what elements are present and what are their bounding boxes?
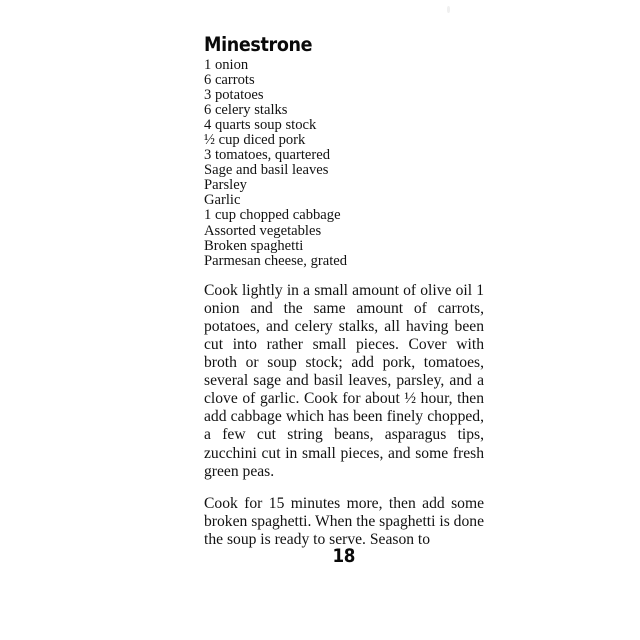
list-item: 4 quarts soup stock bbox=[204, 117, 317, 134]
list-item: Parsley bbox=[204, 177, 247, 194]
list-item: 3 tomatoes, quartered bbox=[204, 147, 331, 164]
page-number-value: 18 bbox=[332, 545, 356, 567]
recipe-page-content bbox=[204, 34, 484, 549]
scan-artifact-speck bbox=[447, 6, 450, 13]
list-item: Broken spaghetti bbox=[204, 237, 304, 254]
list-item: Garlic bbox=[204, 192, 241, 209]
list-item: ½ cup diced pork bbox=[204, 132, 306, 149]
page-number bbox=[204, 546, 484, 567]
list-item: 3 potatoes bbox=[204, 87, 264, 104]
list-item: 1 cup chopped cabbage bbox=[204, 207, 341, 224]
recipe-instructions bbox=[204, 282, 484, 549]
instruction-paragraph: Cook for 15 minutes more, then add some broken spaghetti. When the spaghetti is done the soup is ready to serve. Season to bbox=[204, 494, 484, 548]
list-item: Sage and basil leaves bbox=[204, 162, 329, 179]
list-item: 6 celery stalks bbox=[204, 102, 288, 119]
page-title: Minestrone bbox=[204, 33, 313, 56]
ingredient-list bbox=[204, 58, 484, 269]
list-item: Parmesan cheese, grated bbox=[204, 252, 348, 269]
list-item: 6 carrots bbox=[204, 72, 255, 89]
list-item: 1 onion bbox=[204, 57, 249, 73]
list-item: Assorted vegetables bbox=[204, 222, 322, 239]
instruction-paragraph: Cook lightly in a small amount of olive oil 1 onion and the same amount of carrots, potatoes, and celery stalks, all having been cut into rather small pieces. Cover with broth or soup stock; add pork, tomatoes, several sage and basil leaves, parsley, and a clove of garlic. Cook for about ½ hour, then add cabbage which has been finely chopped, a few cut string beans, asparagus tips, zucchini cut in small pieces, and some fresh green peas. bbox=[204, 281, 484, 480]
